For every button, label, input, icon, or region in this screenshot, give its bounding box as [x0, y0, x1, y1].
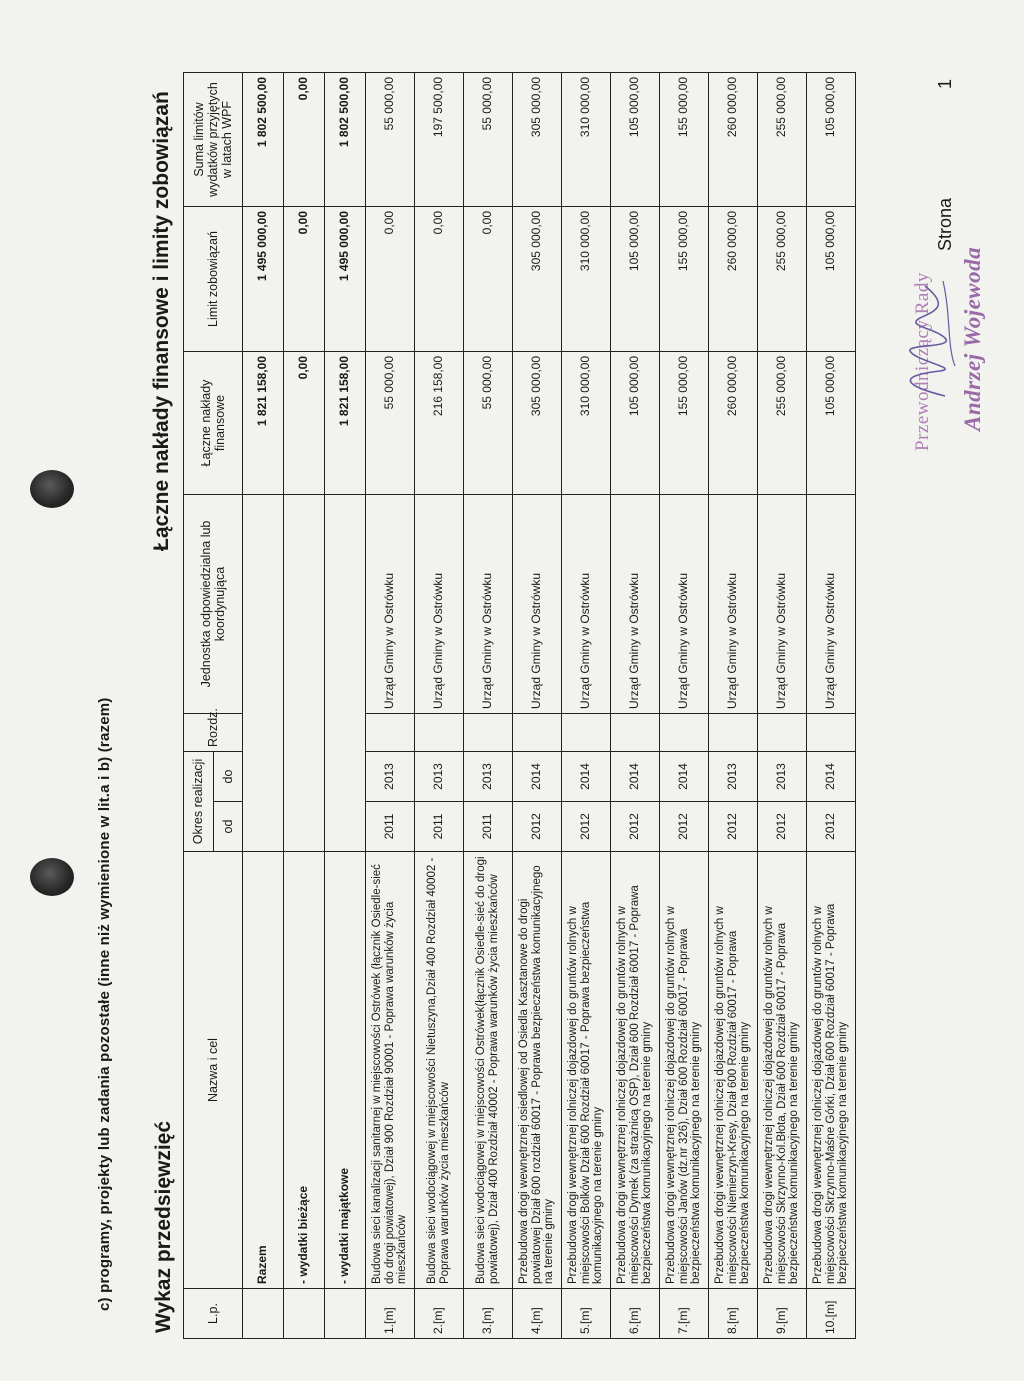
row-name: Przebudowa drogi wewnętrznej rolniczej dojazdowej do gruntów rolnych w miejscowości Skrzynno-Maśne Górki, Dział 600 Rozdział 60017 - Poprawa bezpieczeństwa komunikacyjnego na terenie gminy: [807, 852, 856, 1289]
row-unit: Urząd Gminy w Ostrówku: [660, 495, 709, 714]
row-name: Przebudowa drogi wewnętrznej osiedlowej od Osiedla Kasztanowe do drogi powiatowej Dział 600 rozdział 60017 - Poprawa bezpieczeństwa komunikacyjnego na terenie gminy: [513, 852, 562, 1289]
row-total: 310 000,00: [562, 352, 611, 495]
summary-row-biezace: [284, 73, 325, 1339]
row-to: 2014: [611, 752, 660, 802]
row-lp: 10.[m]: [807, 1289, 856, 1339]
row-lp: 2.[m]: [415, 1289, 464, 1339]
row-limit: 0,00: [464, 207, 513, 352]
table-row: [611, 73, 660, 1339]
row-total: 216 158,00: [415, 352, 464, 495]
row-sum: 155 000,00: [660, 73, 709, 207]
row-sum: 197 500,00: [415, 73, 464, 207]
row-name: Przebudowa drogi wewnętrznej rolniczej dojazdowej do gruntów rolnych w miejscowości Dymek (za strażnicą OSP), Dział 600 Rozdział 60017 - Poprawa bezpieczeństwa komunikacyjnego na terenie gminy: [611, 852, 660, 1289]
stamp-name: Andrzej Wojewoda: [960, 246, 985, 431]
row-limit: 310 000,00: [562, 207, 611, 352]
row-total: 55 000,00: [464, 352, 513, 495]
page-label: Strona: [935, 197, 955, 251]
table-row: [513, 73, 562, 1339]
row-total: 155 000,00: [660, 352, 709, 495]
row-limit: 0,00: [415, 207, 464, 352]
row-unit: Urząd Gminy w Ostrówku: [513, 495, 562, 714]
table-row: [415, 73, 464, 1339]
row-sum: 260 000,00: [709, 73, 758, 207]
row-unit: Urząd Gminy w Ostrówku: [464, 495, 513, 714]
summary-total: 0,00: [284, 352, 325, 495]
row-lp: 3.[m]: [464, 1289, 513, 1339]
row-from: 2012: [513, 802, 562, 852]
page-number: 1: [935, 78, 955, 89]
header-lp: L.p.: [184, 1289, 243, 1339]
row-lp: 6.[m]: [611, 1289, 660, 1339]
row-sum: 105 000,00: [807, 73, 856, 207]
table-row: [758, 73, 807, 1339]
row-lp: 9.[m]: [758, 1289, 807, 1339]
summary-limit: 0,00: [284, 207, 325, 352]
header-rozdz: Rozdz.: [184, 714, 243, 752]
row-to: 2014: [513, 752, 562, 802]
row-sum: 55 000,00: [366, 73, 415, 207]
table-row: [562, 73, 611, 1339]
row-to: 2013: [709, 752, 758, 802]
summary-sum: 0,00: [284, 73, 325, 207]
row-unit: Urząd Gminy w Ostrówku: [562, 495, 611, 714]
page-title: Wykaz przedsięwzięć: [152, 1120, 175, 1333]
row-unit: Urząd Gminy w Ostrówku: [611, 495, 660, 714]
row-from: 2011: [415, 802, 464, 852]
row-to: 2014: [807, 752, 856, 802]
row-name: Przebudowa drogi wewnętrznej rolniczej dojazdowej do gruntów rolnych w miejscowości Niemierzyn-Kresy, Dział 600 Rozdział 60017 - Poprawa bezpieczeństwa komunikacyjnego na terenie gminy: [709, 852, 758, 1289]
row-name: Budowa sieci wodociągowej w miejscowości Nietuszyna,Dział 400 Rozdział 40002 - Poprawa warunków życia mieszkańców: [415, 852, 464, 1289]
row-name: Przebudowa drogi wewnętrznej rolniczej dojazdowej do gruntów rolnych w miejscowości Skrzynno-Kol.Błota, Dział 600 Rozdział 60017 - Poprawa bezpieczeństwa komunikacyjnego na terenie gminy: [758, 852, 807, 1289]
row-unit: Urząd Gminy w Ostrówku: [758, 495, 807, 714]
row-unit: Urząd Gminy w Ostrówku: [366, 495, 415, 714]
row-unit: Urząd Gminy w Ostrówku: [807, 495, 856, 714]
row-name: Budowa sieci kanalizacji sanitarnej w miejscowości Ostrówek (łącznik Osiedle-sieć do drogi powiatowej), Dział 900 Rozdział 90001 - Poprawa warunków życia mieszkańców: [366, 852, 415, 1289]
summary-row-razem: [243, 73, 284, 1339]
row-name: Przebudowa drogi wewnętrznej rolniczej dojazdowej do gruntów rolnych w miejscowości Janów (dz.nr 326), Dział 600 Rozdział 60017 - Poprawa bezpieczeństwa komunikacyjnego na terenie gminy: [660, 852, 709, 1289]
row-total: 105 000,00: [611, 352, 660, 495]
summary-label: Razem: [243, 852, 284, 1289]
header-from: od: [213, 802, 243, 852]
row-lp: 1.[m]: [366, 1289, 415, 1339]
row-sum: 105 000,00: [611, 73, 660, 207]
row-lp: 4.[m]: [513, 1289, 562, 1339]
row-total: 55 000,00: [366, 352, 415, 495]
row-total: 260 000,00: [709, 352, 758, 495]
header-period: Okres realizacji: [184, 752, 214, 852]
row-to: 2014: [562, 752, 611, 802]
row-to: 2013: [464, 752, 513, 802]
summary-sum: 1 802 500,00: [243, 73, 284, 207]
summary-label: - wydatki bieżące: [284, 852, 325, 1289]
summary-total: 1 821 158,00: [243, 352, 284, 495]
row-limit: 305 000,00: [513, 207, 562, 352]
row-limit: 105 000,00: [611, 207, 660, 352]
section-caption: c) programy, projekty lub zadania pozostałe (inne niż wymienione w lit.a i b) (razem): [96, 697, 113, 1311]
row-sum: 310 000,00: [562, 73, 611, 207]
row-lp: 7.[m]: [660, 1289, 709, 1339]
summary-limit: 1 495 000,00: [243, 207, 284, 352]
row-to: 2014: [660, 752, 709, 802]
summary-total: 1 821 158,00: [325, 352, 366, 495]
row-lp: 5.[m]: [562, 1289, 611, 1339]
row-to: 2013: [758, 752, 807, 802]
row-sum: 255 000,00: [758, 73, 807, 207]
table-row: [464, 73, 513, 1339]
header-unit: Jednostka odpowiedzialna lub koordynująca: [184, 495, 243, 714]
summary-limit: 1 495 000,00: [325, 207, 366, 352]
row-to: 2013: [366, 752, 415, 802]
row-limit: 260 000,00: [709, 207, 758, 352]
row-limit: 255 000,00: [758, 207, 807, 352]
row-from: 2012: [562, 802, 611, 852]
row-from: 2012: [807, 802, 856, 852]
row-from: 2011: [464, 802, 513, 852]
stamp-title: Przewodniczący Rady: [912, 272, 933, 451]
section-title-right: Łączne nakłady finansowe i limity zobowiązań: [150, 91, 173, 551]
row-total: 305 000,00: [513, 352, 562, 495]
row-sum: 55 000,00: [464, 73, 513, 207]
summary-row-majatkowe: [325, 73, 366, 1339]
row-unit: Urząd Gminy w Ostrówku: [415, 495, 464, 714]
row-from: 2011: [366, 802, 415, 852]
row-lp: 8.[m]: [709, 1289, 758, 1339]
row-from: 2012: [611, 802, 660, 852]
summary-label: - wydatki majątkowe: [325, 852, 366, 1289]
row-limit: 0,00: [366, 207, 415, 352]
summary-sum: 1 802 500,00: [325, 73, 366, 207]
header-sum-limits: Suma limitów wydatków przyjętych w latach WPF: [184, 73, 243, 207]
row-limit: 105 000,00: [807, 207, 856, 352]
table-row: [709, 73, 758, 1339]
row-name: Budowa sieci wodociągowej w miejscowości Ostrówek(łącznik Osiedle-sieć do drogi powiatowej), Dział 400 Rozdział 40002 - Poprawa warunków życia mieszkańców: [464, 852, 513, 1289]
projects-table: [183, 72, 856, 1339]
row-total: 255 000,00: [758, 352, 807, 495]
row-from: 2012: [758, 802, 807, 852]
row-limit: 155 000,00: [660, 207, 709, 352]
row-from: 2012: [660, 802, 709, 852]
table-row: [807, 73, 856, 1339]
table-row: [660, 73, 709, 1339]
row-to: 2013: [415, 752, 464, 802]
row-unit: Urząd Gminy w Ostrówku: [709, 495, 758, 714]
row-name: Przebudowa drogi wewnętrznej rolniczej dojazdowej do gruntów rolnych w miejscowości Bolków Dział 600 Rozdział 60017 - Poprawa bezpieczeństwa komunikacyjnego na terenie gminy: [562, 852, 611, 1289]
row-from: 2012: [709, 802, 758, 852]
header-total: Łączne nakłady finansowe: [184, 352, 243, 495]
row-total: 105 000,00: [807, 352, 856, 495]
header-limit: Limit zobowiązań: [184, 207, 243, 352]
header-name: Nazwa i cel: [184, 852, 243, 1289]
table-row: [366, 73, 415, 1339]
row-sum: 305 000,00: [513, 73, 562, 207]
header-to: do: [213, 752, 243, 802]
